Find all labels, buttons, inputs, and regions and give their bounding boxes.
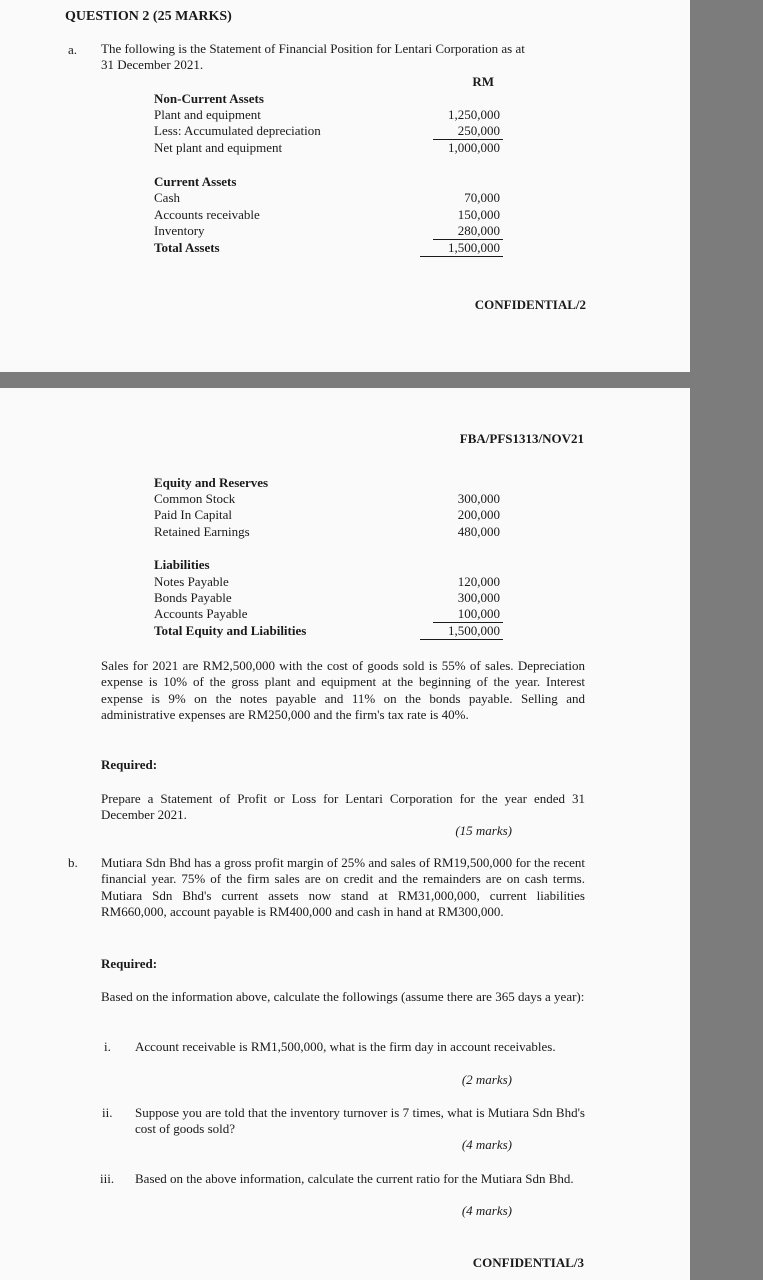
row-label: Net plant and equipment	[154, 140, 283, 155]
row-label: Notes Payable	[154, 574, 229, 589]
row-value: 300,000	[457, 590, 500, 605]
row-value: 100,000	[457, 606, 500, 621]
equity-heading: Equity and Reserves	[154, 475, 269, 490]
non-current-assets-heading: Non-Current Assets	[154, 91, 264, 106]
total-assets-value: 1,500,000	[448, 240, 500, 255]
row-label: Less: Accumulated depreciation	[154, 123, 321, 138]
part-a-intro-line1: The following is the Statement of Financial Position for Lentari Corporation as at	[101, 41, 525, 56]
current-assets-heading: Current Assets	[154, 174, 237, 189]
row-value: 1,000,000	[448, 140, 500, 155]
row-value: 280,000	[457, 223, 500, 238]
page-header-code: FBA/PFS1313/NOV21	[459, 431, 584, 446]
subquestion-text: Account receivable is RM1,500,000, what is the firm day in account receivables.	[135, 1039, 556, 1054]
info-paragraph: Sales for 2021 are RM2,500,000 with the cost of goods sold is 55% of sales. Depreciation expense is 10% of the gross plant and equipment at the beginning of the year. Interest expense is 9% on the notes payable and 11% on the bonds payable. Selling and administrative expenses are RM250,000 and the firm's tax rate is 40%.	[101, 658, 585, 723]
document-page-1	[0, 0, 690, 372]
subquestion-marks: (4 marks)	[461, 1203, 512, 1218]
row-value: 300,000	[457, 491, 500, 506]
marks-a: (15 marks)	[455, 823, 512, 838]
row-value: 1,250,000	[448, 107, 500, 122]
row-label: Plant and equipment	[154, 107, 261, 122]
row-label: Accounts receivable	[154, 207, 260, 222]
row-value: 200,000	[457, 507, 500, 522]
row-value: 150,000	[457, 207, 500, 222]
subquestion-number: i.	[104, 1039, 111, 1054]
liabilities-heading: Liabilities	[154, 557, 210, 572]
part-b-paragraph: Mutiara Sdn Bhd has a gross profit margin of 25% and sales of RM19,500,000 for the recent financial year. 75% of the firm sales are on credit and the remainders are on cash terms. Mutiara Sdn Bhd's current assets now stand at RM31,000,000, current liabilities RM660,000, account payable is RM400,000 and cash in hand at RM300,000.	[101, 855, 585, 920]
row-value: 120,000	[457, 574, 500, 589]
document-page-2	[0, 388, 690, 1280]
page-footer: CONFIDENTIAL/3	[472, 1255, 584, 1270]
total-rule	[420, 256, 503, 257]
required-a-heading: Required:	[101, 757, 158, 772]
page-footer: CONFIDENTIAL/2	[474, 297, 586, 312]
row-value: 480,000	[457, 524, 500, 539]
task-b: Based on the information above, calculate the followings (assume there are 365 days a year):	[101, 989, 585, 1004]
subquestion-marks: (4 marks)	[461, 1137, 512, 1152]
row-label: Retained Earnings	[154, 524, 250, 539]
row-value: 250,000	[457, 123, 500, 138]
subquestion-marks: (2 marks)	[461, 1072, 512, 1087]
currency-header: RM	[472, 74, 494, 89]
part-b-label: b.	[68, 855, 78, 870]
row-label: Inventory	[154, 223, 205, 238]
question-title: QUESTION 2 (25 MARKS)	[65, 9, 232, 24]
part-a-intro-line2: 31 December 2021.	[101, 57, 204, 72]
row-label: Common Stock	[154, 491, 236, 506]
row-value: 70,000	[464, 190, 500, 205]
part-a-label: a.	[68, 42, 78, 57]
row-label: Bonds Payable	[154, 590, 232, 605]
total-equity-liabilities-value: 1,500,000	[448, 623, 500, 638]
total-assets-label: Total Assets	[154, 240, 220, 255]
subquestion-number: ii.	[102, 1105, 113, 1120]
row-label: Paid In Capital	[154, 507, 232, 522]
required-b-heading: Required:	[101, 956, 158, 971]
total-rule	[420, 639, 503, 640]
row-label: Cash	[154, 190, 180, 205]
subquestion-text: Based on the above information, calculate the current ratio for the Mutiara Sdn Bhd.	[135, 1171, 574, 1186]
subquestion-number: iii.	[100, 1171, 115, 1186]
subquestion-text: Suppose you are told that the inventory turnover is 7 times, what is Mutiara Sdn Bhd's cost of goods sold?	[135, 1105, 585, 1136]
total-equity-liabilities-label: Total Equity and Liabilities	[154, 623, 307, 638]
row-label: Accounts Payable	[154, 606, 248, 621]
task-a: Prepare a Statement of Profit or Loss for Lentari Corporation for the year ended 31 December 2021.	[101, 791, 585, 823]
